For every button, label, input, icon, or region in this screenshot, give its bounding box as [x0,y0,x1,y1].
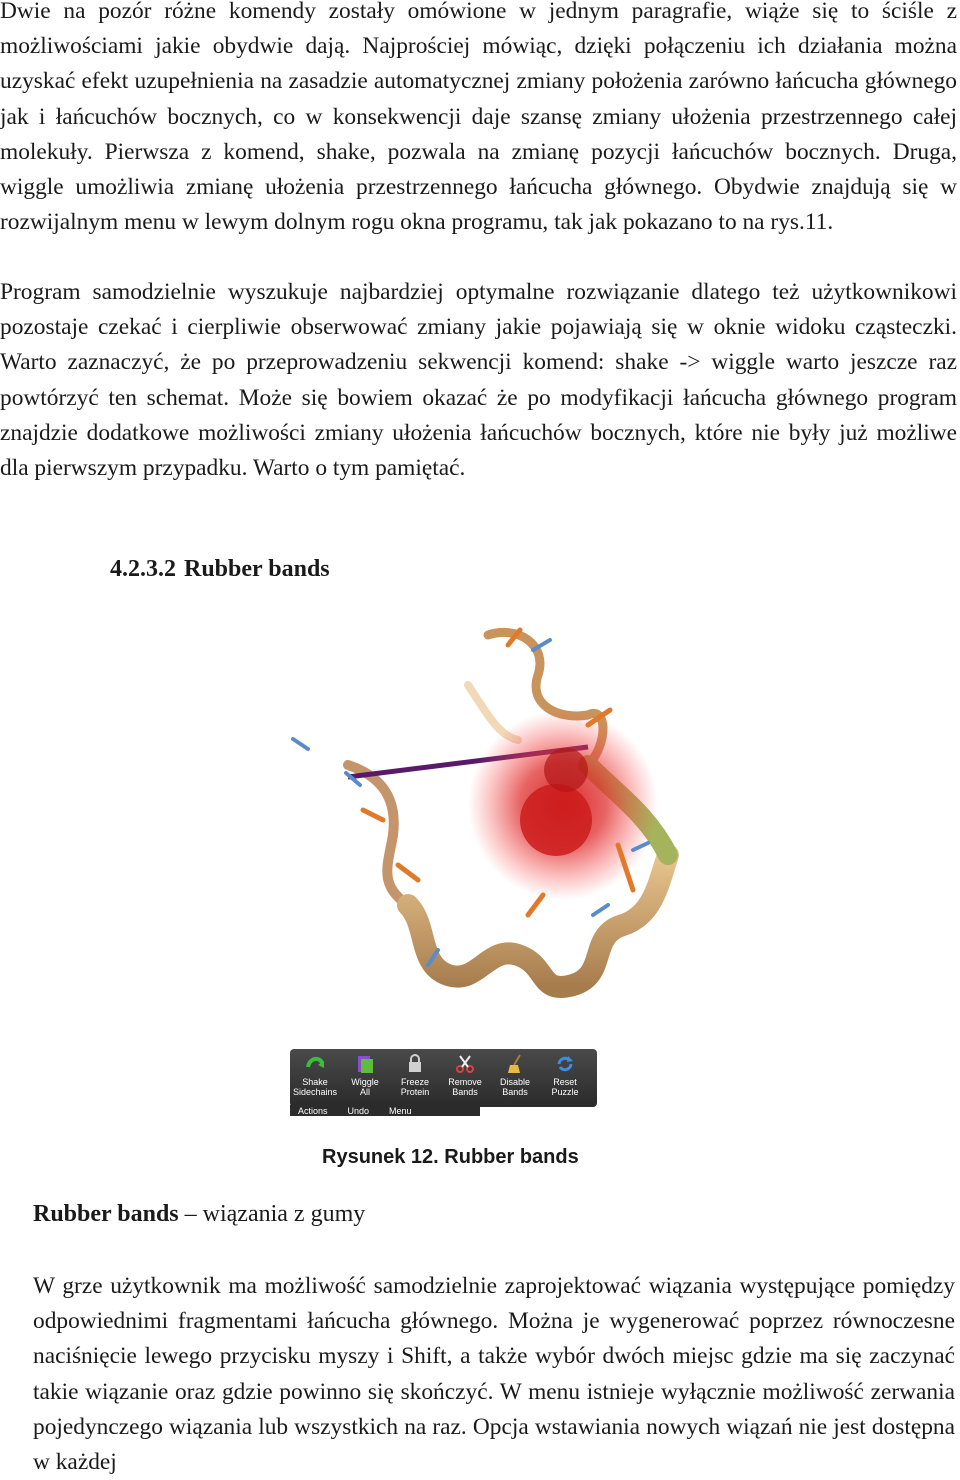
subheading [33,1201,365,1228]
body-paragraph-2: Program samodzielnie wyszukuje najbardziej optymalne rozwiązanie dlatego też użytkownikowi pozostaje czekać i cierpliwie obserwować zmiany jakie pojawiają się w oknie widoku cząsteczki. Warto zaznaczyć, że po przeprowadzeniu sekwencji komend: shake -> wiggle warto jeszcze raz powtórzyć ten schemat. Może się bowiem okazać że po modyfikacji łańcucha głównego program znajdzie dodatkowe możliwości zmiany ułożenia łańcuchów bocznych, które nie były już możliwe dla pierwszym przypadku. Warto o tym pamiętać. [0,279,957,482]
wiggle-icon [354,1053,376,1075]
reset-puzzle-button[interactable]: Reset Puzzle [540,1049,590,1107]
shake-icon [304,1053,326,1075]
disable-bands-button[interactable]: Disable Bands [490,1049,540,1107]
protein-molecule-image [288,625,720,1019]
menu-tab[interactable]: Menu [389,1105,412,1116]
lock-icon [404,1053,426,1075]
toolbar-bottom-bar [290,1105,480,1116]
scissors-icon [454,1053,476,1075]
body-paragraph-1: Dwie na pozór różne komendy zostały omówione w jednym paragrafie, wiąże się to ściśle z możliwościami jakie obydwie dają. Najprościej mówiąc, dzięki połączeniu ich działania można uzyskać efekt uzupełnienia na zasadzie automatycznej zmiany położenia zarówno łańcucha głównego jak i łańcuchów bocznych, co w konsekwencji daje szansę zmiany ułożenia przestrzennego całej molekuły. Pierwsza z komend, shake, pozwala na zmianę pozycji łańcuchów bocznych. Druga, wiggle umożliwia zmianę ułożenia przestrzennego łańcucha głównego. Obydwie znajdują się w rozwijalnym menu w lewym dolnym rogu okna programu, tak jak pokazano to na rys.11. [0,0,957,236]
freeze-protein-button[interactable]: Freeze Protein [390,1049,440,1107]
wiggle-all-button[interactable]: Wiggle All [340,1049,390,1107]
body-paragraph-3: W grze użytkownik ma możliwość samodzielnie zaprojektować wiązania występujące pomiędzy odpowiednimi fragmentami łańcucha głównego. Można je wygenerować poprzez równoczesne naciśnięcie lewego przycisku myszy i Shift, a także wybór dwóch miejsc gdzie ma się zaczynać takie wiązanie oraz gdzie powinno się skończyć. W menu istnieje wyłącznie możliwość zerwania pojedynczego wiązania lub wszystkich na raz. Opcja wstawiania nowych wiązań nie jest dostępna w każdej [33,1273,955,1476]
refresh-icon [554,1053,576,1075]
subheading-rest: – wiązania z gumy [178,1201,366,1227]
shake-sidechains-button[interactable]: Shake Sidechains [290,1049,340,1107]
section-number: 4.2.3.2 [110,556,176,582]
actions-tab[interactable]: Actions [298,1105,328,1116]
remove-bands-button[interactable]: Remove Bands [440,1049,490,1107]
subheading-bold: Rubber bands [33,1201,179,1227]
figure-caption: Rysunek 12. Rubber bands [322,1146,579,1168]
section-title: Rubber bands [184,556,330,582]
undo-tab[interactable]: Undo [347,1105,370,1116]
broom-icon [504,1053,526,1075]
section-heading [110,556,330,583]
action-toolbar [290,1049,610,1116]
